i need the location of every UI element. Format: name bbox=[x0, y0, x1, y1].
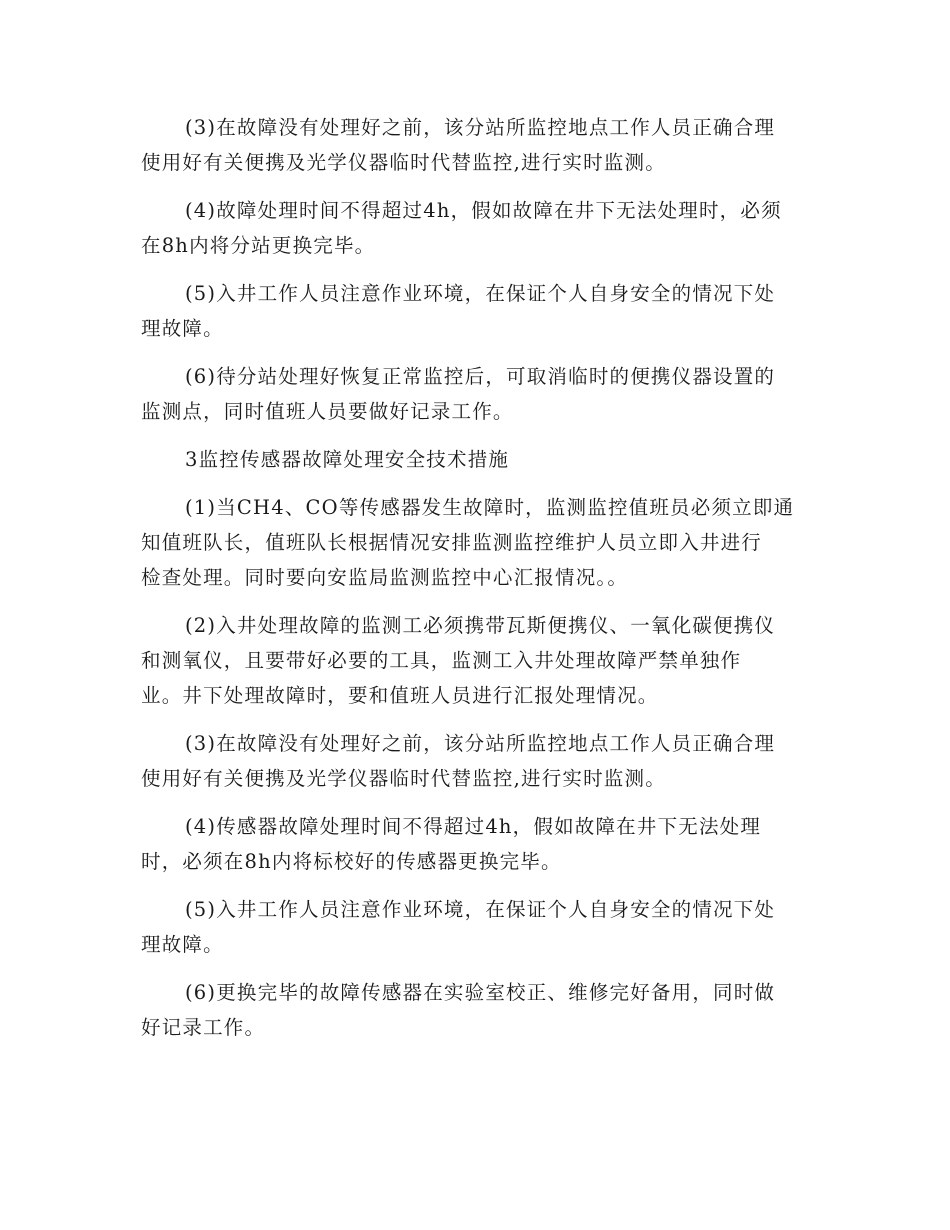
paragraph bbox=[141, 975, 809, 1045]
paragraph bbox=[141, 276, 809, 346]
text-line: (5)入井工作人员注意作业环境，在保证个人自身安全的情况下处 bbox=[185, 282, 776, 305]
text-line: (3)在故障没有处理好之前，该分站所监控地点工作人员正确合理 bbox=[185, 116, 776, 139]
text-line: 监测点，同时值班人员要做好记录工作。 bbox=[141, 400, 514, 423]
text-line: 在8h内将分站更换完毕。 bbox=[141, 234, 376, 257]
text-line: (1)当CH4、CO等传感器发生故障时，监测监控值班员必须立即通 bbox=[185, 496, 795, 519]
text-line: (2)入井处理故障的监测工必须携带瓦斯便携仪、一氧化碳便携仪 bbox=[185, 614, 776, 637]
text-line: (3)在故障没有处理好之前，该分站所监控地点工作人员正确合理 bbox=[185, 732, 776, 755]
text-line: 使用好有关便携及光学仪器临时代替监控,进行实时监测。 bbox=[141, 151, 666, 174]
paragraph bbox=[141, 809, 809, 879]
paragraph bbox=[141, 359, 809, 429]
heading-text: 3监控传感器故障处理安全技术措施 bbox=[185, 448, 510, 471]
text-line: (4)传感器故障处理时间不得超过4h，假如故障在井下无法处理 bbox=[185, 815, 762, 838]
paragraph bbox=[141, 490, 809, 595]
paragraph bbox=[141, 193, 809, 263]
text-line: (6)待分站处理好恢复正常监控后，可取消临时的便携仪器设置的 bbox=[185, 365, 776, 388]
paragraph bbox=[141, 892, 809, 962]
text-line: 好记录工作。 bbox=[141, 1016, 266, 1039]
text-line: 和测氧仪，且要带好必要的工具，监测工入井处理故障严禁单独作 bbox=[141, 649, 742, 672]
document-body bbox=[141, 110, 809, 1058]
text-line: 检查处理。同时要向安监局监测监控中心汇报情况。。 bbox=[141, 566, 629, 589]
text-line: 理故障。 bbox=[141, 933, 224, 956]
text-line: (6)更换完毕的故障传感器在实验室校正、维修完好备用，同时做 bbox=[185, 981, 776, 1004]
text-line: 理故障。 bbox=[141, 317, 224, 340]
paragraph bbox=[141, 726, 809, 796]
paragraph bbox=[141, 608, 809, 713]
text-line: (4)故障处理时间不得超过4h，假如故障在井下无法处理时，必须 bbox=[185, 199, 782, 222]
paragraph bbox=[141, 110, 809, 180]
text-line: 时，必须在8h内将标校好的传感器更换完毕。 bbox=[141, 850, 562, 873]
section-heading bbox=[141, 442, 809, 477]
text-line: (5)入井工作人员注意作业环境，在保证个人自身安全的情况下处 bbox=[185, 898, 776, 921]
text-line: 业。井下处理故障时，要和值班人员进行汇报处理情况。 bbox=[141, 684, 659, 707]
text-line: 使用好有关便携及光学仪器临时代替监控,进行实时监测。 bbox=[141, 767, 666, 790]
text-line: 知值班队长，值班队长根据情况安排监测监控维护人员立即入井进行 bbox=[141, 531, 763, 554]
